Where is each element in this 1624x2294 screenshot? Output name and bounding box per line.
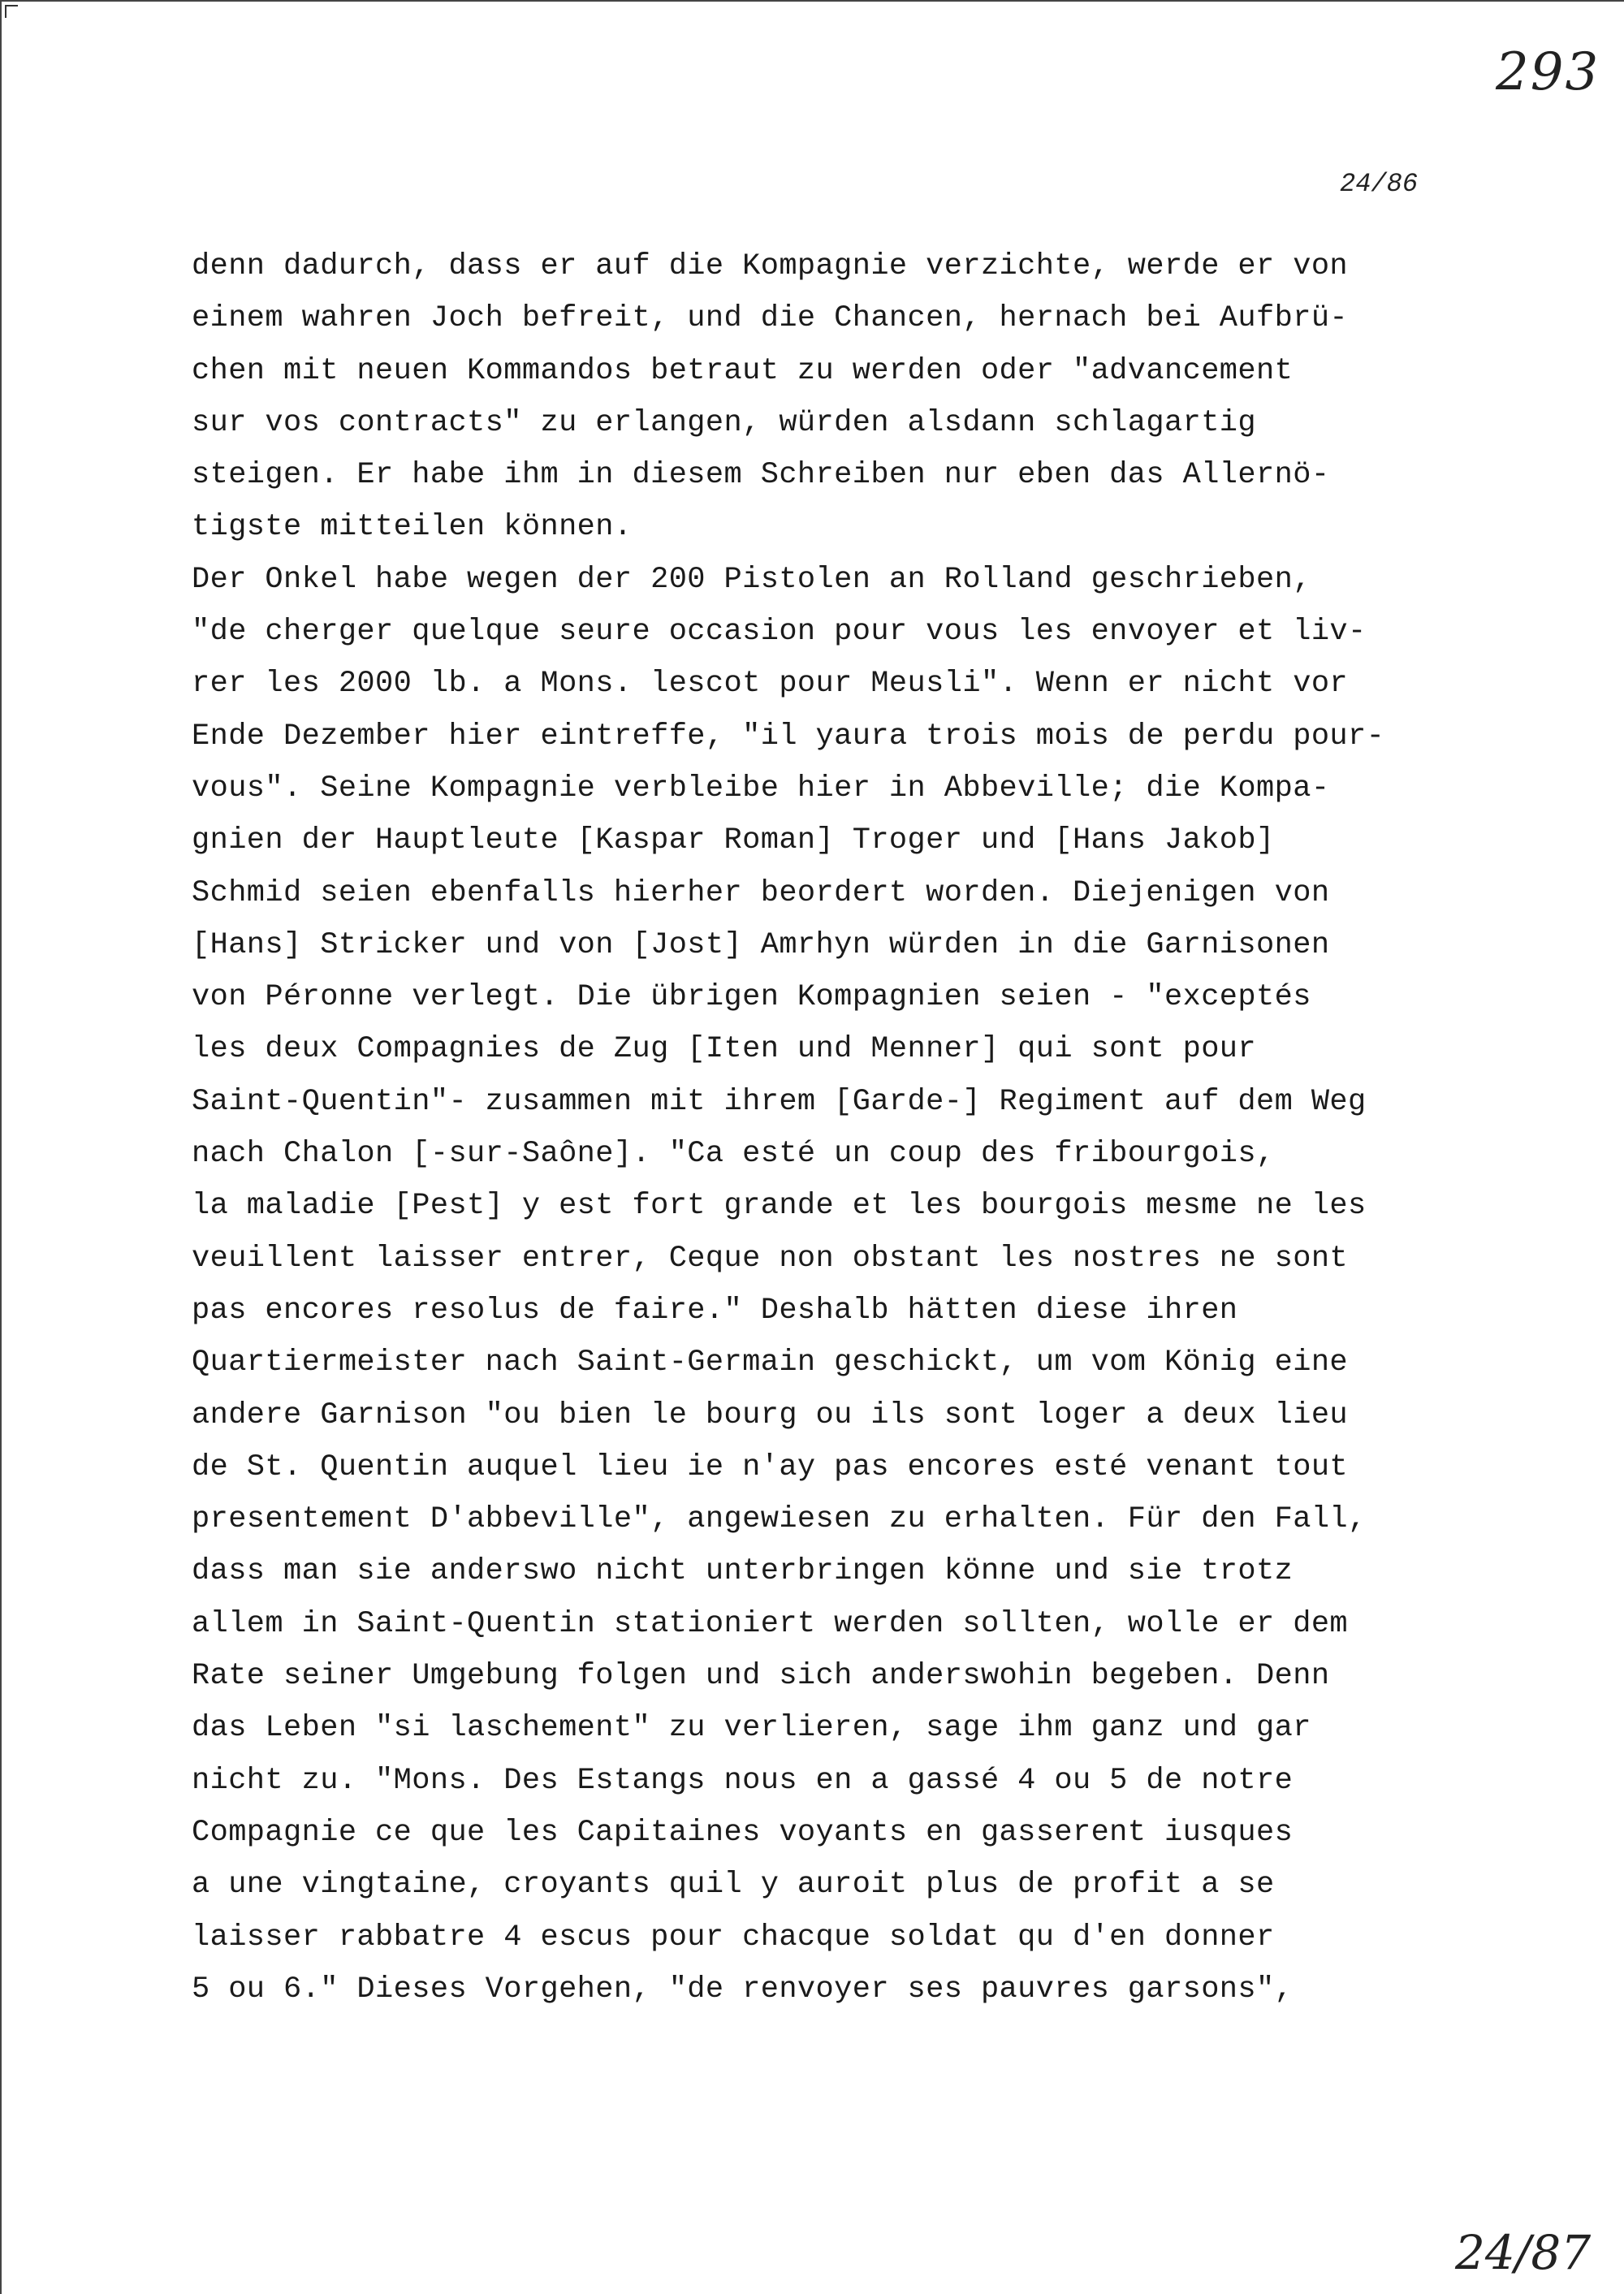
text-line: das Leben "si laschement" zu verlieren, sage ihm ganz und gar [192,1711,1311,1746]
text-line: 5 ou 6." Dieses Vorgehen, "de renvoyer ses pauvres garsons", [192,1972,1294,2007]
text-line: dass man sie anderswo nicht unterbringen könne und sie trotz [192,1554,1294,1589]
text-line: Ende Dezember hier eintreffe, "il yaura trois mois de perdu pour- [192,719,1385,754]
text-line: Schmid seien ebenfalls hierher beordert worden. Diejenigen von [192,875,1330,910]
handwritten-archive-number: 24/87 [1455,2225,1592,2280]
text-line: sur vos contracts" zu erlangen, würden alsdann schlagartig [192,405,1257,440]
text-line: Der Onkel habe wegen der 200 Pistolen an Rolland geschrieben, [192,562,1311,597]
text-line: allem in Saint-Quentin stationiert werden sollten, wolle er dem [192,1606,1349,1641]
text-line: Rate seiner Umgebung folgen und sich anderswohin begeben. Denn [192,1659,1330,1694]
text-line: laisser rabbatre 4 escus pour chacque soldat qu d'en donner [192,1920,1275,1955]
text-line: vous". Seine Kompagnie verbleibe hier in Abbeville; die Kompa- [192,771,1330,806]
text-line: de St. Quentin auquel lieu ie n'ay pas encores esté venant tout [192,1449,1349,1484]
text-line: "de cherger quelque seure occasion pour vous les envoyer et liv- [192,615,1367,650]
text-line: chen mit neuen Kommandos betraut zu werden oder "advancement [192,353,1294,388]
text-line: gnien der Hauptleute [Kaspar Roman] Troger und [Hans Jakob] [192,823,1275,858]
body-text [192,240,1458,2015]
text-line: von Péronne verlegt. Die übrigen Kompagnien seien - "exceptés [192,980,1311,1015]
text-line: a une vingtaine, croyants quil y auroit plus de profit a se [192,1868,1275,1903]
text-line: einem wahren Joch befreit, und die Chancen, hernach bei Aufbrü- [192,301,1349,336]
text-line: Quartiermeister nach Saint-Germain geschickt, um vom König eine [192,1346,1349,1380]
corner-crop-mark [5,5,18,18]
text-line: la maladie [Pest] y est fort grande et les bourgois mesme ne les [192,1189,1367,1224]
text-line: denn dadurch, dass er auf die Kompagnie verzichte, werde er von [192,249,1349,283]
text-line: Saint-Quentin"- zusammen mit ihrem [Garde-] Regiment auf dem Weg [192,1084,1367,1119]
text-line: rer les 2000 lb. a Mons. lescot pour Meusli". Wenn er nicht vor [192,667,1349,702]
text-line: les deux Compagnies de Zug [Iten und Menner] qui sont pour [192,1032,1257,1067]
text-line: steigen. Er habe ihm in diesem Schreiben nur eben das Allernö- [192,458,1330,493]
text-line: presentement D'abbeville", angewiesen zu erhalten. Für den Fall, [192,1502,1367,1537]
text-line: [Hans] Stricker und von [Jost] Amrhyn würden in die Garnisonen [192,927,1330,962]
text-line: andere Garnison "ou bien le bourg ou ils sont loger a deux lieu [192,1398,1349,1432]
typed-page-number: 24/86 [1340,169,1419,199]
text-line: nach Chalon [-sur-Saône]. "Ca esté un coup des fribourgois, [192,1137,1275,1172]
text-line: pas encores resolus de faire." Deshalb hätten diese ihren [192,1293,1238,1328]
text-line: tigste mitteilen können. [192,510,633,545]
text-line: nicht zu. "Mons. Des Estangs nous en a gassé 4 ou 5 de notre [192,1763,1294,1798]
text-line: Compagnie ce que les Capitaines voyants en gasserent iusques [192,1815,1294,1850]
handwritten-folio-number: 293 [1496,42,1600,102]
text-line: veuillent laisser entrer, Ceque non obstant les nostres ne sont [192,1241,1349,1276]
